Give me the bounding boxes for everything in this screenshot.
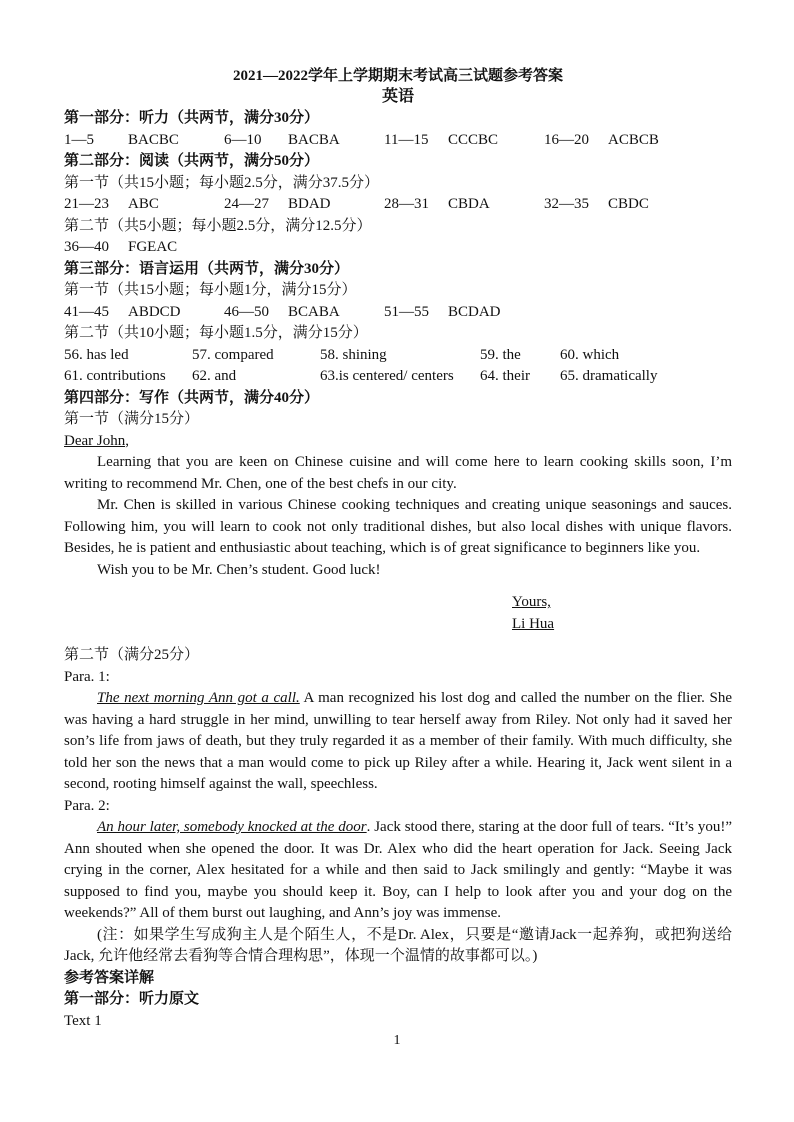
para2-lead-sentence: An hour later, somebody knocked at the door [97, 819, 367, 835]
part2-heading: 第二部分：阅读（共两节，满分50分） [64, 153, 320, 169]
part2-section1-answer-row [64, 194, 732, 216]
para1-body: A man recognized his lost dog and called the number on the flier. She was having a hard struggle in her mind, unwilling to tear herself away from Riley. Not only had it saved her son’s life from jaws of death, but they truly regarded it as a member of their family. With much difficulty, she told her son the news that a man would come to pick up Riley after a while. Hearing it, Jack went silent in a second, rooting himself against the wall, speechless. [64, 690, 732, 792]
fill-answer: 57. compared [192, 346, 274, 363]
answer-letters: CBDA [448, 196, 490, 212]
text1-label: Text 1 [64, 1012, 102, 1029]
answer-letters: CBDC [608, 196, 649, 212]
part3-section2-label: 第二节（共10小题；每小题1.5分，满分15分） [64, 325, 368, 341]
letter-salutation: Dear John, [64, 432, 129, 449]
answer-letters: BCDAD [448, 303, 501, 320]
document-subject: 英语 [381, 88, 414, 105]
part2-section2-label: 第二节（共5小题；每小题2.5分，满分12.5分） [64, 217, 372, 234]
para2-label: Para. 2: [64, 797, 110, 814]
letter-paragraph: Wish you to be Mr. Chen’s student. Good luck! [97, 561, 381, 578]
part3-heading: 第三部分：语言运用（共两节，满分30分） [64, 260, 350, 277]
fill-answer: 59. the [480, 346, 521, 363]
answer-range: 51—55 [384, 303, 429, 320]
page-number: 1 [393, 1033, 401, 1048]
fill-answer: 58. shining [320, 346, 387, 363]
answer-range: 24—27 [224, 196, 269, 212]
letter-paragraph: Learning that you are keen on Chinese cuisine and will come here to learn cooking skills soon, I’m writing to recommend Mr. Chen, one of the best chefs in our city. [64, 454, 732, 492]
letter-signature: Li Hua [512, 615, 555, 632]
fill-answer: 60. which [560, 346, 620, 363]
part2-section2-answer-row [64, 237, 732, 259]
story-paragraph-2 [64, 817, 732, 925]
para1-label: Para. 1: [64, 668, 110, 685]
answer-letters: BDAD [288, 196, 331, 212]
explanation-heading: 参考答案详解 [64, 969, 155, 986]
answer-range: 28—31 [384, 196, 429, 212]
fill-answer: 65. dramatically [560, 368, 658, 384]
answer-range: 6—10 [224, 131, 262, 148]
fill-answer: 63.is centered/ centers [320, 368, 454, 384]
part3-section1-label: 第一节（共15小题；每小题1分，满分15分） [64, 282, 357, 298]
part3-fill-row-1 [64, 345, 732, 367]
answer-letters: ACBCB [608, 131, 659, 148]
answer-range: 11—15 [384, 131, 429, 148]
story-paragraph-1 [64, 688, 732, 796]
answer-range: 41—45 [64, 303, 109, 320]
answer-letters: ABDCD [128, 303, 181, 320]
answer-range: 16—20 [544, 131, 589, 148]
part1-answer-row [64, 130, 732, 152]
answer-range: 46—50 [224, 303, 269, 320]
part2-section1-label: 第一节（共15小题；每小题2.5分，满分37.5分） [64, 174, 380, 191]
part4-section2-label: 第二节（满分25分） [64, 647, 200, 663]
part3-section1-answer-row [64, 302, 732, 324]
letter-paragraph: Mr. Chen is skilled in various Chinese cooking techniques and creating unique seasonings and sauces. Following him, you will learn to cook not only traditional dishes, but also local dishes with unique flavors. Besides, he is patient and enthusiastic about teaching, which is of great significance to beginners like you. [64, 497, 732, 556]
answer-letters: ABC [128, 196, 159, 212]
answer-letters: BACBC [128, 131, 179, 148]
grading-note: (注：如果学生写成狗主人是个陌生人，不是Dr. Alex，只要是“邀请Jack一起养狗，或把狗送给Jack, 允许他经常去看狗等合情合理构思”，体现一个温情的故事都可以。) [64, 926, 732, 964]
part4-heading: 第四部分：写作（共两节，满分40分） [64, 389, 320, 406]
para2-body: . Jack stood there, staring at the door full of tears. “It’s you!” Ann shouted when she opened the door. It was Dr. Alex who did the heart operation for Jack. Seeing Jack crying in the corner, Alex hesitated for a while and then said to Jack smilingly and gently: “Maybe it was supposed to find you, maybe you should keep it. Boy, can I help to look after you and your dog on the weekends?” All of them burst out laughing, and Ann’s joy was immense. [64, 819, 732, 921]
letter-closing: Yours, [512, 594, 551, 610]
para1-lead-sentence: The next morning Ann got a call. [97, 690, 300, 706]
fill-answer: 56. has led [64, 346, 129, 363]
fill-answer: 62. and [192, 368, 237, 384]
fill-answer: 64. their [480, 368, 530, 384]
answer-letters: BCABA [288, 303, 340, 320]
part3-fill-row-2 [64, 366, 732, 388]
answer-range: 32—35 [544, 196, 589, 212]
fill-answer: 61. contributions [64, 368, 166, 384]
answer-range: 36—40 [64, 239, 109, 255]
part4-section1-label: 第一节（满分15分） [64, 411, 200, 427]
listening-transcript-heading: 第一部分：听力原文 [64, 991, 200, 1007]
answer-letters: FGEAC [128, 239, 178, 255]
document-title: 2021—2022学年上学期期末考试高三试题参考答案 [232, 68, 563, 84]
answer-range: 1—5 [64, 131, 94, 148]
answer-range: 21—23 [64, 196, 109, 212]
answer-letters: CCCBC [448, 131, 499, 148]
answer-letters: BACBA [288, 131, 340, 148]
part1-heading: 第一部分：听力（共两节，满分30分） [64, 110, 320, 126]
document-body [64, 66, 732, 1032]
